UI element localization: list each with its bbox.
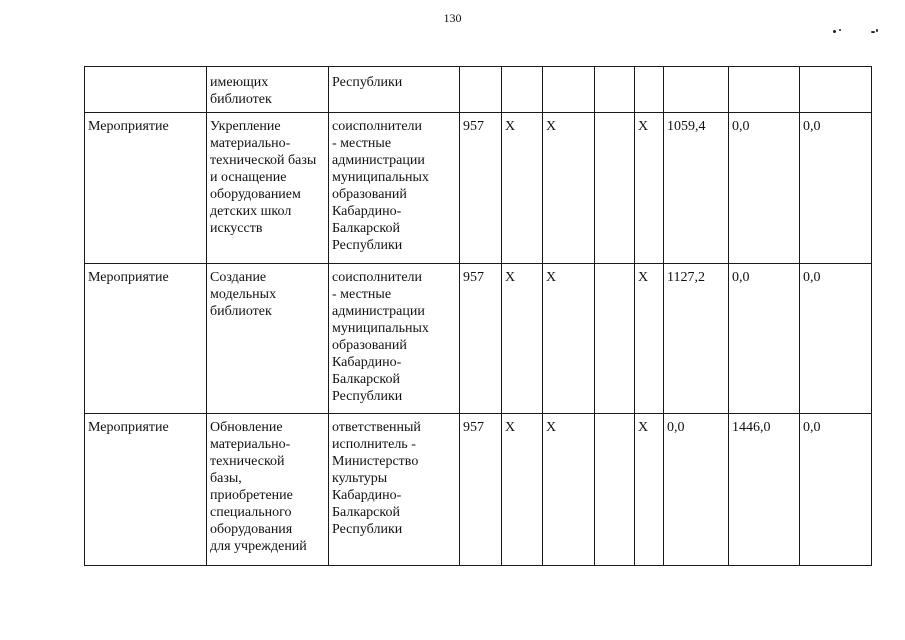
cell-col-x3 [635,67,664,113]
cell-col-x3: X [635,113,664,264]
scan-speck [876,29,878,32]
cell-value-1: 1059,4 [664,113,729,264]
cell-col-x1: X [502,414,543,566]
cell-value-3: 0,0 [800,414,872,566]
cell-value-1: 0,0 [664,414,729,566]
cell-code [460,67,502,113]
table-body [85,67,872,566]
cell-col-x3: X [635,264,664,414]
cell-name: имеющих библиотек [207,67,329,113]
cell-name: Обновление материально- технической базы, приобретение специального оборудования для учреждений [207,414,329,566]
cell-col-x2: X [543,414,595,566]
cell-value-2: 0,0 [729,113,800,264]
cell-value-3: 0,0 [800,264,872,414]
cell-executor: соисполнители - местные администрации муниципальных образований Кабардино- Балкарской Республики [329,264,460,414]
cell-value-2: 0,0 [729,264,800,414]
cell-name: Укрепление материально- технической базы и оснащение оборудованием детских школ искусств [207,113,329,264]
table-row [85,414,872,566]
table-row [85,113,872,264]
cell-col-empty [595,113,635,264]
cell-col-x1 [502,67,543,113]
cell-executor: ответственный исполнитель - Министерство культуры Кабардино- Балкарской Республики [329,414,460,566]
cell-type: Мероприятие [85,414,207,566]
cell-executor: Республики [329,67,460,113]
cell-value-3 [800,67,872,113]
scan-speck [833,30,836,33]
cell-col-empty [595,67,635,113]
page-number: 130 [443,11,462,25]
cell-col-x3: X [635,414,664,566]
cell-code: 957 [460,264,502,414]
cell-value-2 [729,67,800,113]
cell-code: 957 [460,113,502,264]
cell-col-x1: X [502,113,543,264]
cell-col-x2 [543,67,595,113]
cell-value-2: 1446,0 [729,414,800,566]
cell-col-empty [595,414,635,566]
cell-col-x2: X [543,113,595,264]
scan-speck [871,31,875,33]
cell-type: Мероприятие [85,264,207,414]
cell-value-1: 1127,2 [664,264,729,414]
cell-type [85,67,207,113]
scan-speck [839,29,841,31]
cell-value-3: 0,0 [800,113,872,264]
cell-type: Мероприятие [85,113,207,264]
table-header-row [85,67,872,113]
cell-col-x1: X [502,264,543,414]
measures-table [84,66,872,566]
table-row [85,264,872,414]
cell-code: 957 [460,414,502,566]
cell-executor: соисполнители - местные администрации муниципальных образований Кабардино- Балкарской Республики [329,113,460,264]
cell-col-x2: X [543,264,595,414]
cell-name: Создание модельных библиотек [207,264,329,414]
cell-value-1 [664,67,729,113]
cell-col-empty [595,264,635,414]
